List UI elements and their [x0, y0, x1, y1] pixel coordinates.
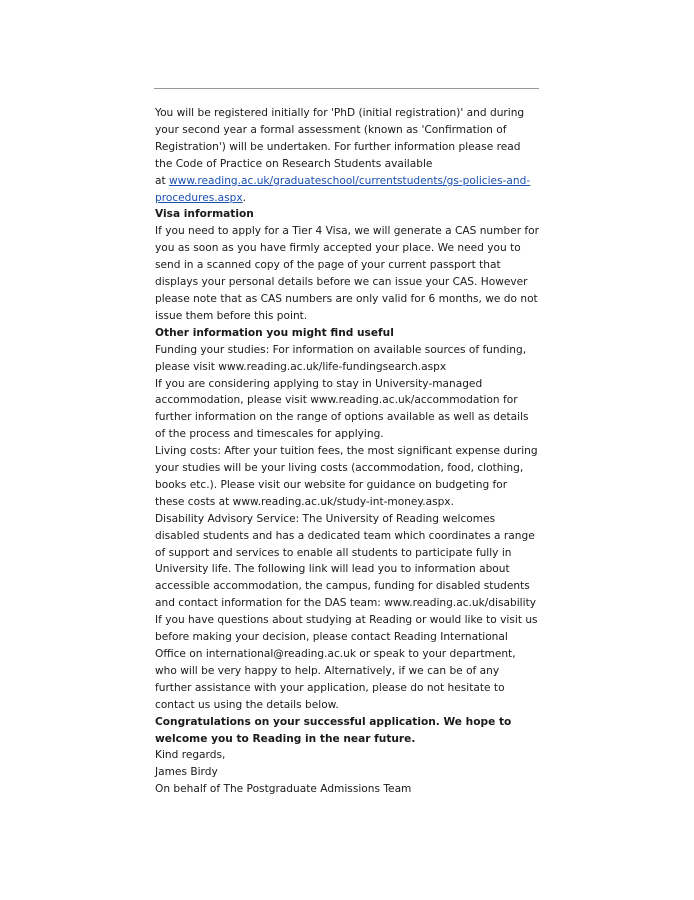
intro-link-prefix: at: [155, 174, 170, 187]
living-costs-paragraph: Living costs: After your tuition fees, the most significant expense during your studies will be your living costs (accommodation, food, clothing, books etc.). Please visit our website for guidance on budgeting for these costs at www.reading.ac.uk/study-int-money.aspx.: [155, 445, 538, 508]
disability-paragraph: Disability Advisory Service: The University of Reading welcomes disabled students and has a dedicated team which coordinates a range of support and services to enable all students to participate fully in University life. The following link will lead you to information about accessible accommodation, the campus, funding for disabled students and contact information for the DAS team: www.reading.ac.uk/disability: [155, 512, 536, 610]
accommodation-paragraph: If you are considering applying to stay in University-managed accommodation, please visit www.reading.ac.uk/accommodation for further information on the range of options available as well as details of the process and timescales for applying.: [155, 377, 529, 441]
code-of-practice-link[interactable]: www.reading.ac.uk/graduateschool/currentstudents/gs-policies-and-procedures.aspx: [155, 174, 531, 204]
questions-paragraph: If you have questions about studying at Reading or would like to visit us before making your decision, please contact Reading International Office on international@reading.ac.uk or speak to your department, who will be very happy to help. Alternatively, if we can be of any further assistance with your application, please do not hesitate to contact us using the details below.: [155, 614, 538, 711]
letter-body: [155, 105, 539, 798]
visa-heading: Visa information: [155, 208, 254, 221]
funding-paragraph: Funding your studies: For information on available sources of funding, please visit www.reading.ac.uk/life-fundingsearch.aspx: [155, 343, 527, 373]
intro-paragraph: [155, 105, 539, 206]
top-divider: [154, 88, 539, 89]
kind-regards: Kind regards,: [155, 749, 226, 762]
other-info-heading: Other information you might find useful: [155, 326, 394, 339]
intro-text: You will be registered initially for 'PhD (initial registration)' and during your second year a formal assessment (known as 'Confirmation of Registration') will be undertaken. For further information please read the Code of Practice on Research Students available: [155, 107, 525, 170]
visa-paragraph: If you need to apply for a Tier 4 Visa, we will generate a CAS number for you as soon as you have firmly accepted your place. We need you to send in a scanned copy of the page of your current passport that displays your personal details before we can issue your CAS. However please note that as CAS numbers are only valid for 6 months, we do not issue them before this point.: [155, 225, 539, 322]
congratulations-text: Congratulations on your successful application. We hope to welcome you to Reading in the near future.: [155, 715, 512, 745]
intro-link-suffix: .: [242, 191, 247, 204]
signatory-name: James Birdy: [155, 766, 218, 779]
signatory-behalf: On behalf of The Postgraduate Admissions Team: [155, 783, 412, 796]
